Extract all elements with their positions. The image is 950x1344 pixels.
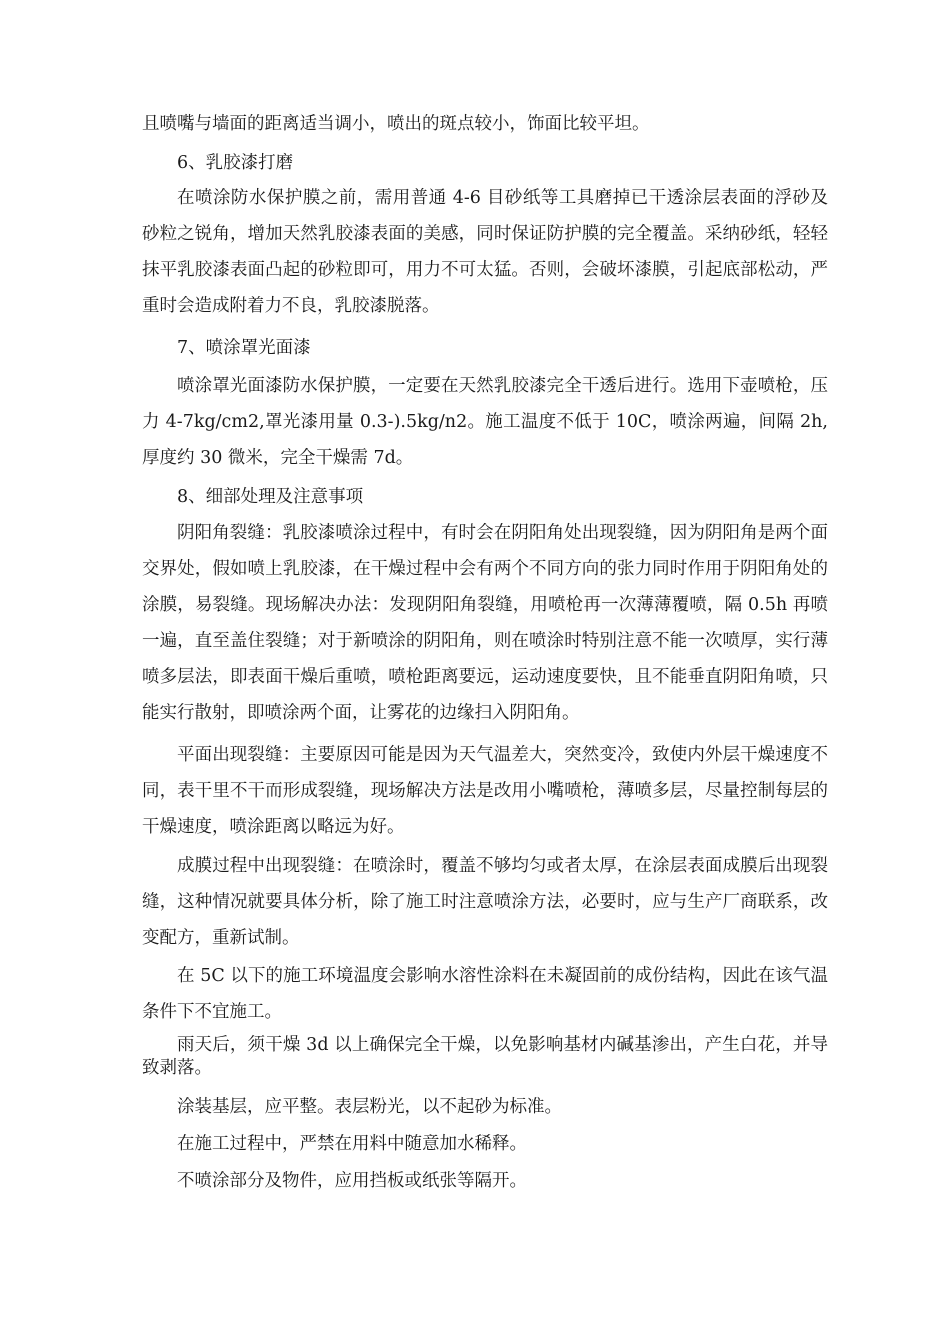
- paragraph-temperature: 在 5C 以下的施工环境温度会影响水溶性涂料在未凝固前的成份结构，因此在该气温条件下不宜施工。: [142, 966, 828, 1022]
- heading-details: 8、细部处理及注意事项: [177, 487, 364, 507]
- paragraph-latex-sanding: 在喷涂防水保护膜之前，需用普通 4-6 目砂纸等工具磨掉已干透涂层表面的浮砂及砂粒之锐角，增加天然乳胶漆表面的美感，同时保证防护膜的完全覆盖。采纳砂纸，轻轻抹平乳胶漆表面凸起的砂粒即可，用力不可太猛。否则，会破坏漆膜，引起底部松动，严重时会造成附着力不良，乳胶漆脱落。: [142, 188, 828, 316]
- heading-clear-coat: 7、喷涂罩光面漆: [177, 338, 311, 358]
- paragraph-rain: 雨天后，须干燥 3d 以上确保完全干燥，以免影响基材内碱基渗出，产生白花，并导致剥落。: [142, 1035, 828, 1078]
- paragraph-film-cracks: 成膜过程中出现裂缝：在喷涂时，覆盖不够均匀或者太厚，在涂层表面成膜后出现裂缝，这种情况就要具体分析，除了施工时注意喷涂方法，必要时，应与生产厂商联系，改变配方，重新试制。: [142, 856, 828, 948]
- heading-latex-sanding: 6、乳胶漆打磨: [177, 153, 294, 173]
- paragraph-no-water: 在施工过程中，严禁在用料中随意加水稀释。: [177, 1134, 527, 1154]
- paragraph-masking: 不喷涂部分及物件，应用挡板或纸张等隔开。: [177, 1171, 527, 1191]
- paragraph-clear-coat: 喷涂罩光面漆防水保护膜，一定要在天然乳胶漆完全干透后进行。选用下壶喷枪，压力 4-7kg/cm2,罩光漆用量 0.3-).5kg/n2。施工温度不低于 10C，喷涂两遍，间隔 2h,厚度约 30 微米，完全干燥需 7d。: [142, 376, 828, 468]
- paragraph-base-layer: 涂装基层，应平整。表层粉光，以不起砂为标准。: [177, 1097, 562, 1117]
- paragraph-corner-cracks: 阴阳角裂缝：乳胶漆喷涂过程中，有时会在阴阳角处出现裂缝，因为阴阳角是两个面交界处，假如喷上乳胶漆，在干燥过程中会有两个不同方向的张力同时作用于阴阳角处的涂膜，易裂缝。现场解决办法：发现阴阳角裂缝，用喷枪再一次薄薄覆喷，隔 0.5h 再喷一遍，直至盖住裂缝；对于新喷涂的阴阳角，则在喷涂时特别注意不能一次喷厚，实行薄喷多层法，即表面干燥后重喷，喷枪距离要远，运动速度要快，且不能垂直阴阳角喷，只能实行散射，即喷涂两个面，让雾花的边缘扫入阴阳角。: [142, 523, 828, 723]
- paragraph-spray-nozzle: 且喷嘴与墙面的距离适当调小，喷出的斑点较小，饰面比较平坦。: [142, 114, 650, 134]
- paragraph-plane-cracks: 平面出现裂缝：主要原因可能是因为天气温差大，突然变冷，致使内外层干燥速度不同，表干里不干而形成裂缝，现场解决方法是改用小嘴喷枪，薄喷多层，尽量控制每层的干燥速度，喷涂距离以略远为好。: [142, 745, 828, 837]
